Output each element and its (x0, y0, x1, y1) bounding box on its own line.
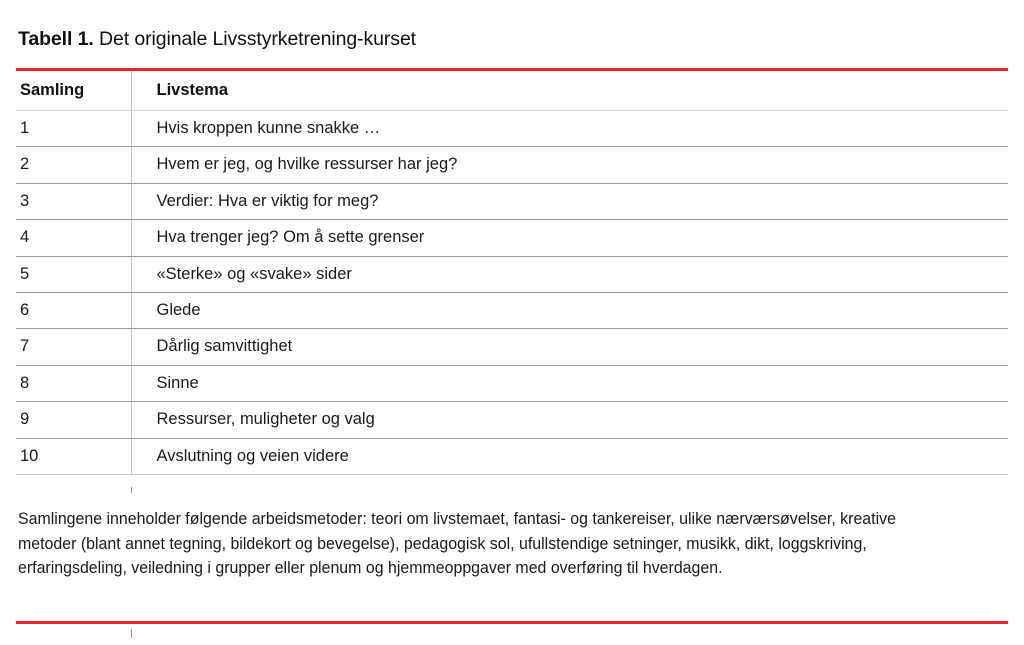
cell-samling: 3 (16, 183, 131, 219)
column-divider-tick-bottom (131, 629, 132, 638)
cell-samling: 2 (16, 147, 131, 183)
column-header-livstema: Livstema (131, 71, 1008, 111)
table-row (16, 111, 1008, 147)
table-caption (16, 0, 1008, 52)
table-row (16, 220, 1008, 256)
table-header-row (16, 71, 1008, 111)
cell-samling: 5 (16, 256, 131, 292)
bottom-red-rule (16, 621, 1008, 624)
table-row (16, 402, 1008, 438)
table-header (16, 71, 1008, 111)
cell-livstema: Dårlig samvittighet (131, 329, 1008, 365)
table-row (16, 438, 1008, 474)
cell-samling: 9 (16, 402, 131, 438)
table-row (16, 329, 1008, 365)
cell-livstema: «Sterke» og «svake» sider (131, 256, 1008, 292)
cell-livstema: Verdier: Hva er viktig for meg? (131, 183, 1008, 219)
cell-samling: 10 (16, 438, 131, 474)
cell-samling: 8 (16, 365, 131, 401)
cell-samling: 6 (16, 293, 131, 329)
cell-livstema: Sinne (131, 365, 1008, 401)
cell-livstema: Hvem er jeg, og hvilke ressurser har jeg? (131, 147, 1008, 183)
cell-livstema: Hva trenger jeg? Om å sette grenser (131, 220, 1008, 256)
table-footnote: Samlingene inneholder følgende arbeidsmetoder: teori om livstemaet, fantasi- og tankereiser, ulike nærværsøvelser, kreative metoder (blant annet tegning, bildekort og bevegelse), pedagogisk sol, ufullstendige setninger, musikk, dikt, loggskriving, erfaringsdeling, veiledning i grupper eller plenum og hjemmeoppgaver med overføring til hverdagen. (18, 510, 896, 577)
cell-livstema: Ressurser, muligheter og valg (131, 402, 1008, 438)
cell-livstema: Glede (131, 293, 1008, 329)
cell-samling: 1 (16, 111, 131, 147)
table-row (16, 183, 1008, 219)
cell-livstema: Hvis kroppen kunne snakke … (131, 111, 1008, 147)
table-row (16, 147, 1008, 183)
caption-text: Det originale Livsstyrketrening-kurset (93, 28, 417, 50)
cell-livstema: Avslutning og veien videre (131, 438, 1008, 474)
cell-samling: 4 (16, 220, 131, 256)
caption-label: Tabell 1. (18, 28, 94, 50)
column-header-samling: Samling (16, 71, 131, 111)
table-row (16, 256, 1008, 292)
column-divider-tick-middle (131, 487, 132, 493)
table-body (16, 111, 1008, 475)
table-row (16, 293, 1008, 329)
cell-samling: 7 (16, 329, 131, 365)
data-table (16, 71, 1008, 475)
table-row (16, 365, 1008, 401)
